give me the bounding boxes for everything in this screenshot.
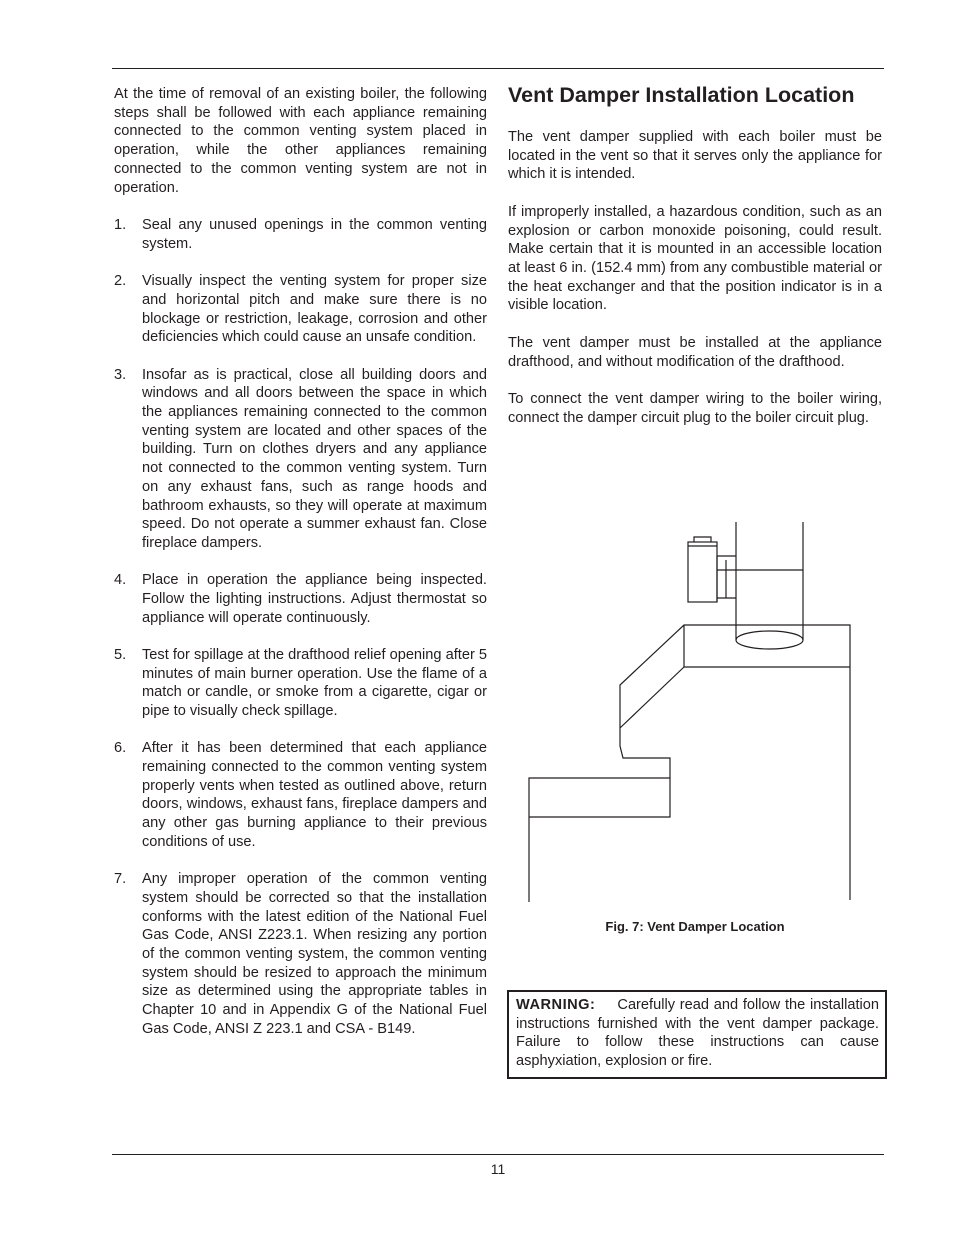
right-column (508, 82, 882, 446)
list-item (114, 571, 487, 627)
step-text: Any improper operation of the common venting system should be corrected so that the installation conforms with the latest edition of the National Fuel Gas Code, ANSI Z223.1. When resizing any portion of the common venting system, the common venting system should be resized to approach the minimum size as determined using the appropriate tables in Chapter 10 and in Appendix G of the National Fuel Gas Code, ANSI Z 223.1 and CSA - B149. (142, 871, 487, 1037)
section-title: Vent Damper Installation Location (508, 83, 855, 107)
page-number: 11 (490, 1161, 506, 1177)
damper-motor-housing (688, 537, 736, 602)
step-number: 1. (114, 217, 127, 234)
step-number: 3. (114, 366, 127, 383)
intro-paragraph: At the time of removal of an existing boiler, the following steps shall be followed with each appliance remaining connected to the common venting system placed in operation, while the other appliances remaining connected to the common venting system are not in operation. (114, 86, 487, 196)
warning-label: WARNING: (516, 997, 596, 1013)
step-number: 2. (114, 273, 127, 290)
step-text: Seal any unused openings in the common venting system. (142, 217, 487, 252)
warning-text: Carefully read and follow the installation instructions furnished with the vent damper package. Failure to follow these instructions can cause asphyxiation, explosion or fire. (516, 997, 879, 1070)
figure-caption: Fig. 7: Vent Damper Location (605, 919, 785, 934)
step-number: 4. (114, 572, 127, 589)
step-number: 6. (114, 740, 127, 757)
step-text: Visually inspect the venting system for proper size and horizontal pitch and make sure there is no blockage or restriction, leakage, corrosion and other deficiencies which could cause an unsafe condition. (142, 273, 487, 346)
warning-box (507, 990, 887, 1079)
list-item (114, 366, 487, 553)
step-text: Insofar as is practical, close all building doors and windows and all doors between the space in which the appliances remaining connected to the common venting system are located and other spaces of the building. Turn on clothes dryers and any appliance not connected to the common venting system. Turn on any exhaust fans, such as range hoods and bathroom exhausts, so they will operate at maximum speed. Do not operate a summer exhaust fan. Close fireplace dampers. (142, 366, 487, 551)
paragraph-intended-use: The vent damper supplied with each boiler must be located in the vent so that it serves only the appliance for which it is intended. (508, 129, 882, 183)
step-number: 7. (114, 871, 127, 888)
vent-damper-diagram (528, 520, 852, 905)
list-item (114, 272, 487, 347)
paragraph-drafthood: The vent damper must be installed at the appliance drafthood, and without modification of the drafthood. (508, 334, 882, 370)
left-column (114, 85, 487, 1057)
list-item (114, 646, 487, 721)
boiler-jacket-outline (529, 625, 850, 902)
step-text: Test for spillage at the drafthood relief opening after 5 minutes of main burner operation. Use the flame of a match or candle, or smoke from a cigarette, cigar or pipe to visually check spillage. (142, 646, 487, 720)
step-number: 5. (114, 646, 127, 663)
step-text: After it has been determined that each appliance remaining connected to the common venting system properly vents when tested as outlined above, return doors, windows, exhaust fans, fireplace dampers and any other gas burning appliance to their previous conditions of use. (142, 740, 487, 850)
paragraph-wiring: To connect the vent damper wiring to the boiler wiring, connect the damper circuit plug to the boiler circuit plug. (508, 391, 882, 426)
header-rule (112, 68, 884, 69)
list-item (114, 739, 487, 851)
footer-rule (112, 1154, 884, 1155)
vent-pipe (736, 522, 803, 649)
list-item (114, 216, 487, 253)
step-text: Place in operation the appliance being inspected. Follow the lighting instructions. Adjust thermostat so appliance will operate continuously. (142, 572, 487, 626)
list-item (114, 870, 487, 1038)
paragraph-hazard: If improperly installed, a hazardous condition, such as an explosion or carbon monoxide poisoning, could result. Make certain that it is mounted in an accessible location at least 6 in. (152.4 mm) from any combustible material or the heat exchanger and that the position indicator is in a visible location. (508, 203, 882, 314)
steps-list (114, 216, 487, 1038)
